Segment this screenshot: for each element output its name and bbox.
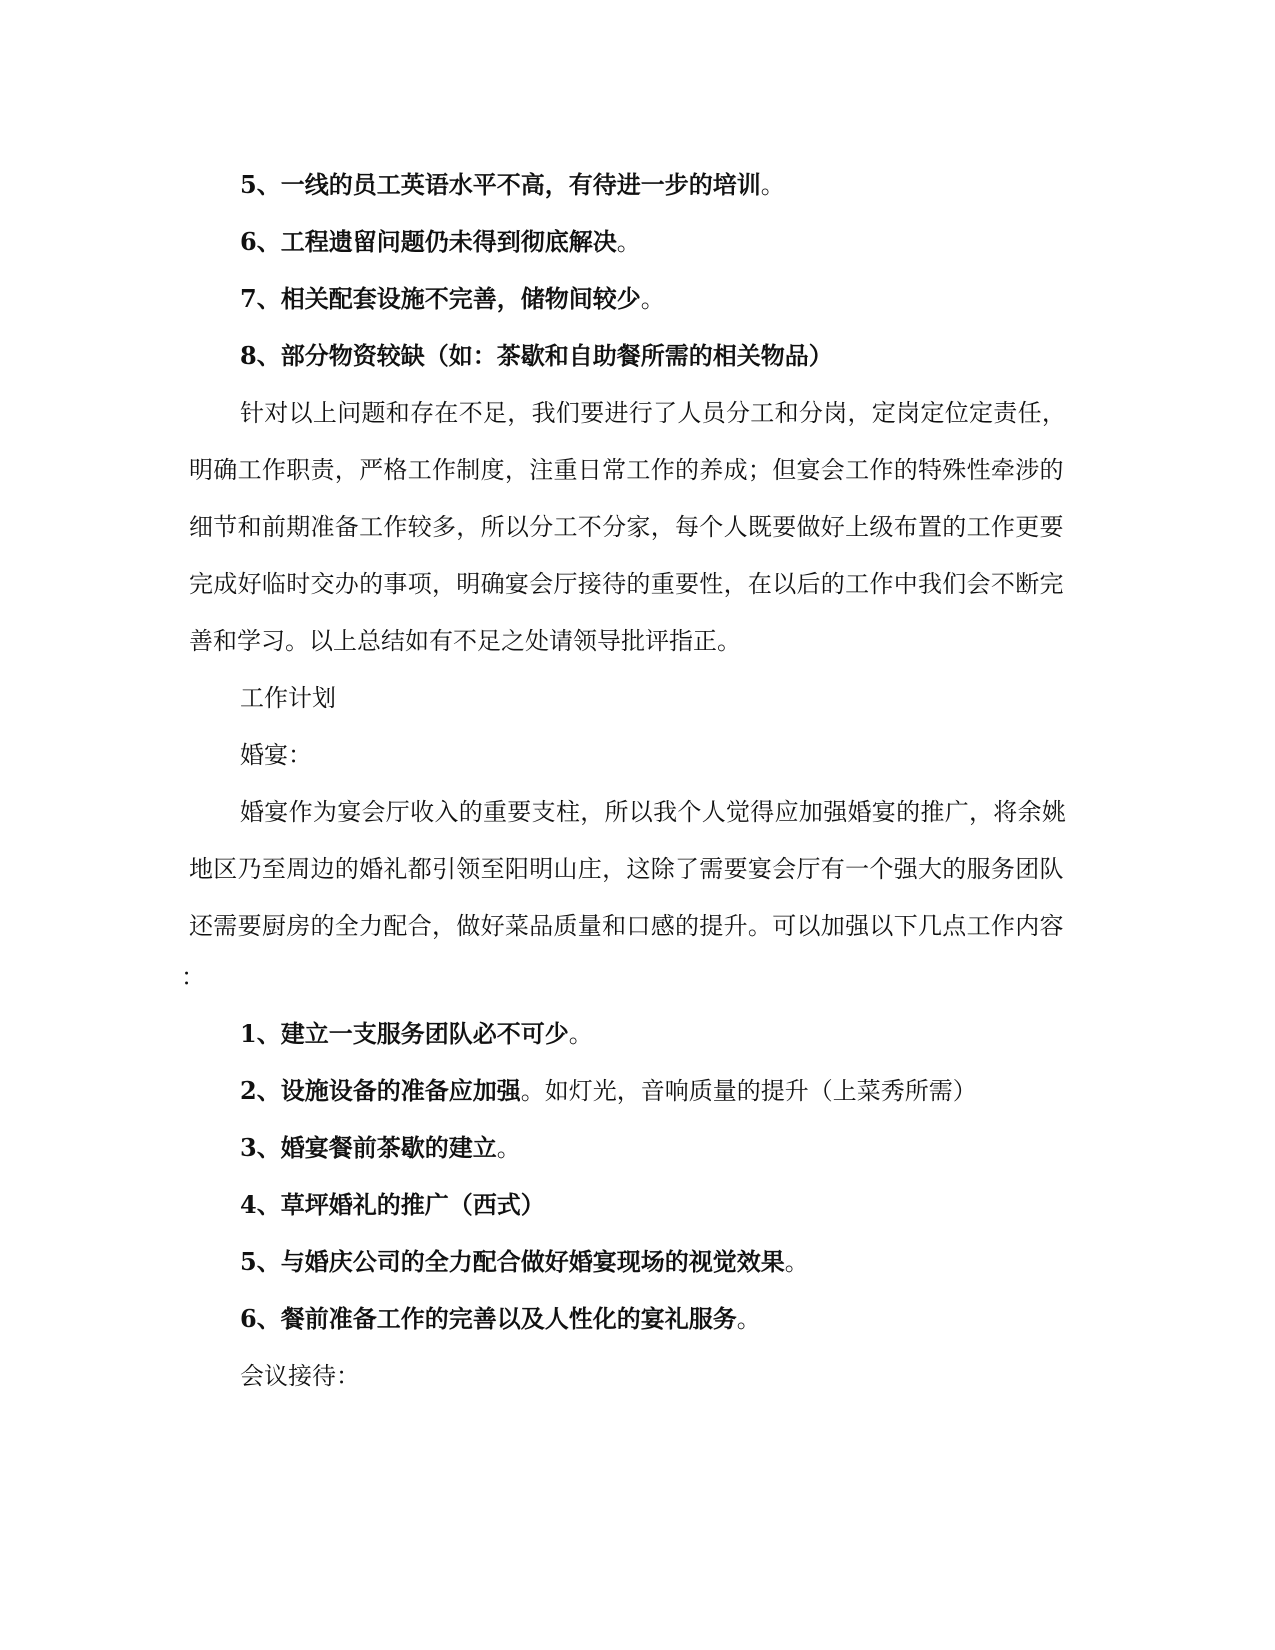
issue-item-text: 7、相关配套设施不完善，储物间较少 <box>240 284 641 313</box>
issue-item-punct: 。 <box>760 171 785 199</box>
wedding-item-text: 5、与婚庆公司的全力配合做好婚宴现场的视觉效果 <box>240 1247 785 1276</box>
wedding-item-1 <box>240 1019 593 1049</box>
wedding-item-text: 3、婚宴餐前茶歇的建立 <box>240 1133 497 1162</box>
issue-item-5 <box>240 170 785 200</box>
wedding-item-tail: 。 <box>784 1248 809 1276</box>
meeting-heading: 会议接待： <box>240 1362 360 1390</box>
wedding-item-6 <box>240 1304 761 1334</box>
summary-line: 针对以上问题和存在不足，我们要进行了人员分工和分岗，定岗定位定责任， <box>240 399 1067 427</box>
wedding-item-tail: 。如灯光，音响质量的提升（上菜秀所需） <box>520 1077 977 1105</box>
wedding-item-tail: 。 <box>496 1134 521 1162</box>
wedding-item-4 <box>240 1190 545 1220</box>
wedding-intro-line: 地区乃至周边的婚礼都引领至阳明山庄，这除了需要宴会厅有一个强大的服务团队 <box>189 855 1064 883</box>
wedding-item-tail: 。 <box>568 1020 593 1048</box>
summary-line: 细节和前期准备工作较多，所以分工不分家，每个人既要做好上级布置的工作更要 <box>189 513 1064 541</box>
plan-heading: 工作计划 <box>240 684 336 712</box>
wedding-item-2 <box>240 1076 977 1106</box>
wedding-item-text: 1、建立一支服务团队必不可少 <box>240 1019 569 1048</box>
wedding-heading: 婚宴： <box>240 741 312 769</box>
wedding-item-3 <box>240 1133 521 1163</box>
issue-item-6 <box>240 227 641 257</box>
issue-item-punct: 。 <box>640 285 665 313</box>
wedding-item-5 <box>240 1247 809 1277</box>
wedding-item-text: 2、设施设备的准备应加强 <box>240 1076 521 1105</box>
issue-item-text: 8、部分物资较缺（如：茶歇和自助餐所需的相关物品） <box>240 341 833 370</box>
issue-item-7 <box>240 284 665 314</box>
summary-line: 完成好临时交办的事项，明确宴会厅接待的重要性，在以后的工作中我们会不断完 <box>189 570 1064 598</box>
wedding-intro-line: ： <box>181 963 205 991</box>
wedding-item-text: 4、草坪婚礼的推广（西式） <box>240 1190 545 1219</box>
wedding-intro-line: 婚宴作为宴会厅收入的重要支柱，所以我个人觉得应加强婚宴的推广，将余姚 <box>240 798 1067 826</box>
summary-line: 明确工作职责，严格工作制度，注重日常工作的养成；但宴会工作的特殊性牵涉的 <box>189 456 1064 484</box>
issue-item-8 <box>240 341 833 371</box>
wedding-item-text: 6、餐前准备工作的完善以及人性化的宴礼服务 <box>240 1304 737 1333</box>
issue-item-punct: 。 <box>616 228 641 256</box>
issue-item-text: 5、一线的员工英语水平不高，有待进一步的培训 <box>240 170 761 199</box>
summary-line: 善和学习。以上总结如有不足之处请领导批评指正。 <box>189 627 741 655</box>
wedding-item-tail: 。 <box>736 1305 761 1333</box>
issue-item-text: 6、工程遗留问题仍未得到彻底解决 <box>240 227 617 256</box>
wedding-intro-line: 还需要厨房的全力配合，做好菜品质量和口感的提升。可以加强以下几点工作内容 <box>189 912 1064 940</box>
